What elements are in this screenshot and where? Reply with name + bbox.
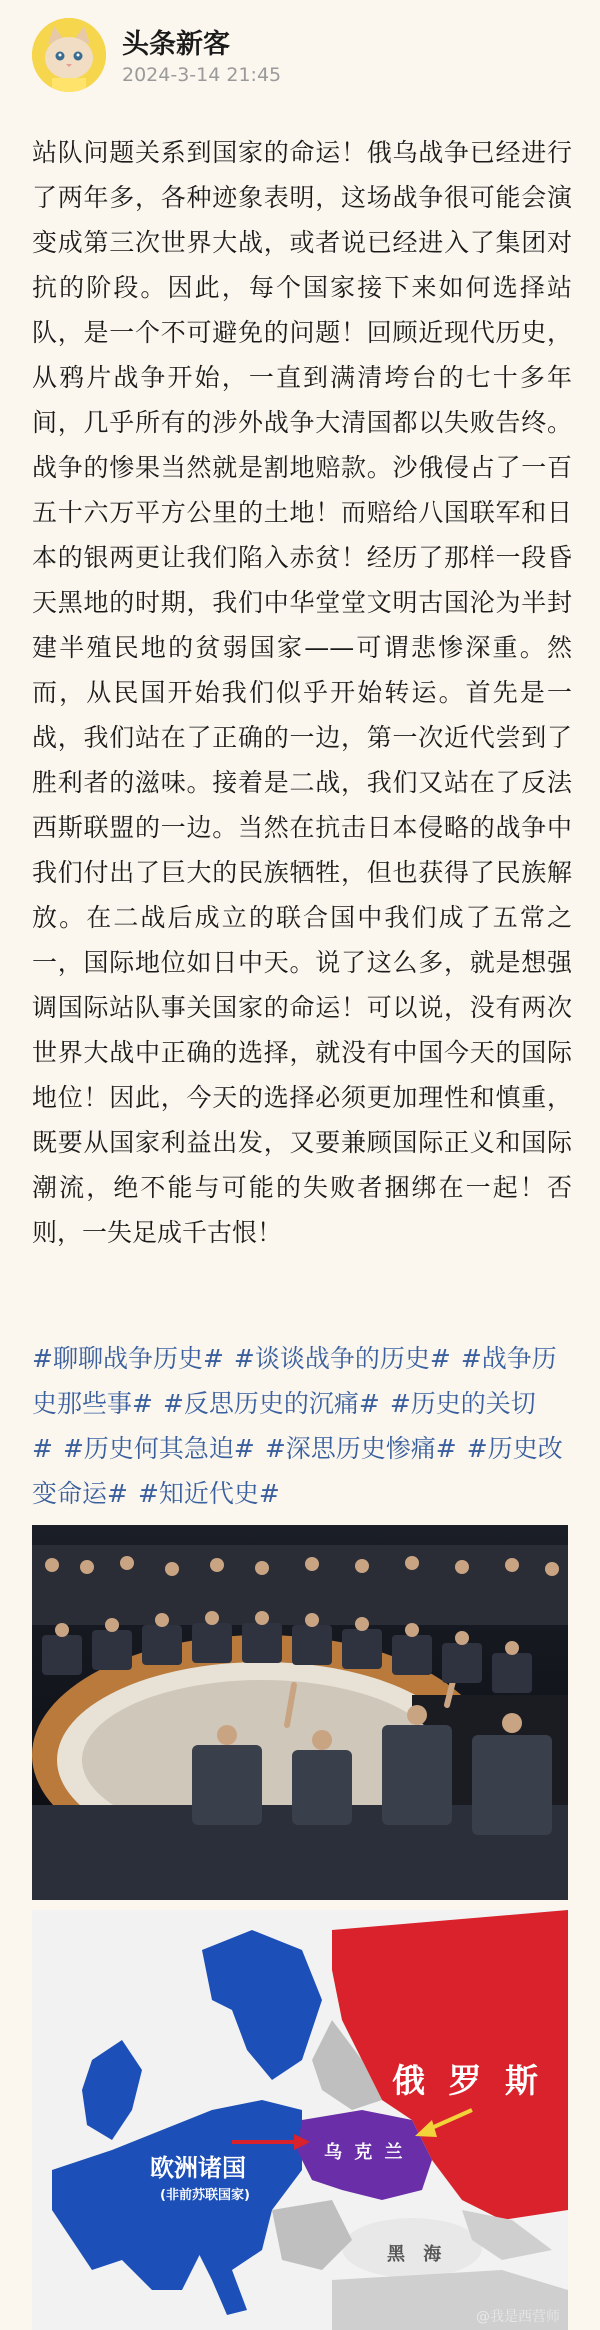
meeting-photo-illustration <box>32 1525 568 1900</box>
post-timestamp: 2024-3-14 21:45 <box>122 64 282 86</box>
un-security-council-photo[interactable] <box>32 1525 568 1900</box>
cat-avatar-icon <box>32 18 106 92</box>
hashtag-link[interactable]: #聊聊战争历史# <box>32 1344 224 1373</box>
hashtag-link[interactable]: #深思历史惨痛# <box>264 1434 457 1463</box>
hashtag-link[interactable]: #知近代史# <box>137 1479 280 1508</box>
europe-map-image[interactable] <box>32 1910 568 2330</box>
hashtag-link[interactable]: #谈谈战争的历史# <box>233 1344 451 1373</box>
ukraine-label: 乌 克 兰 <box>324 2142 406 2163</box>
post-header <box>32 18 572 98</box>
hashtag-link[interactable]: #历史的关切# <box>32 1389 536 1463</box>
hashtag-link[interactable]: #反思历史的沉痛# <box>162 1389 380 1418</box>
europe-sub-label: (非前苏联国家) <box>160 2188 250 2203</box>
user-name[interactable]: 头条新客 <box>122 29 230 60</box>
russia-label: 俄 罗 斯 <box>392 2061 544 2100</box>
europe-map-illustration <box>32 1910 568 2330</box>
avatar[interactable] <box>32 18 106 92</box>
image-watermark: @我是西营师 <box>476 2309 560 2325</box>
hashtag-link[interactable]: #历史何其急迫# <box>62 1434 255 1463</box>
hashtag-link[interactable]: #战争历史那些事# <box>32 1344 557 1418</box>
post-body: 站队问题关系到国家的命运！俄乌战争已经进行了两年多，各种迹象表明，这场战争很可能会演变成第三次世界大战，或者说已经进入了集团对抗的阶段。因此，每个国家接下来如何选择站队，是一个不可避免的问题！回顾近现代历史，从鸦片战争开始，一直到满清垮台的七十多年间，几乎所有的涉外战争大清国都以失败告终。战争的惨果当然就是割地赔款。沙俄侵占了一百五十六万平方公里的土地！而赔给八国联军和日本的银两更让我们陷入赤贫！经历了那样一段昏天黑地的时期，我们中华堂堂文明古国沦为半封建半殖民地的贫弱国家——可谓悲惨深重。然而，从民国开始我们似乎开始转运。首先是一战，我们站在了正确的一边，第一次近代尝到了胜利者的滋味。接着是二战，我们又站在了反法西斯联盟的一边。当然在抗击日本侵略的战争中我们付出了巨大的民族牺牲，但也获得了民族解放。在二战后成立的联合国中我们成了五常之一，国际地位如日中天。说了这么多，就是想强调国际站队事关国家的命运！可以说，没有两次世界大战中正确的选择，就没有中国今天的国际地位！因此，今天的选择必须更加理性和慎重，既要从国家利益出发，又要兼顾国际正义和国际潮流，绝不能与可能的失败者捆绑在一起！否则，一失足成千古恨！ <box>32 138 572 1247</box>
black-sea-label: 黑 海 <box>387 2244 448 2265</box>
hashtag-link[interactable]: #历史改变命运# <box>32 1434 563 1508</box>
hashtag-list <box>32 1336 572 1516</box>
europe-label: 欧洲诸国 <box>150 2154 246 2182</box>
